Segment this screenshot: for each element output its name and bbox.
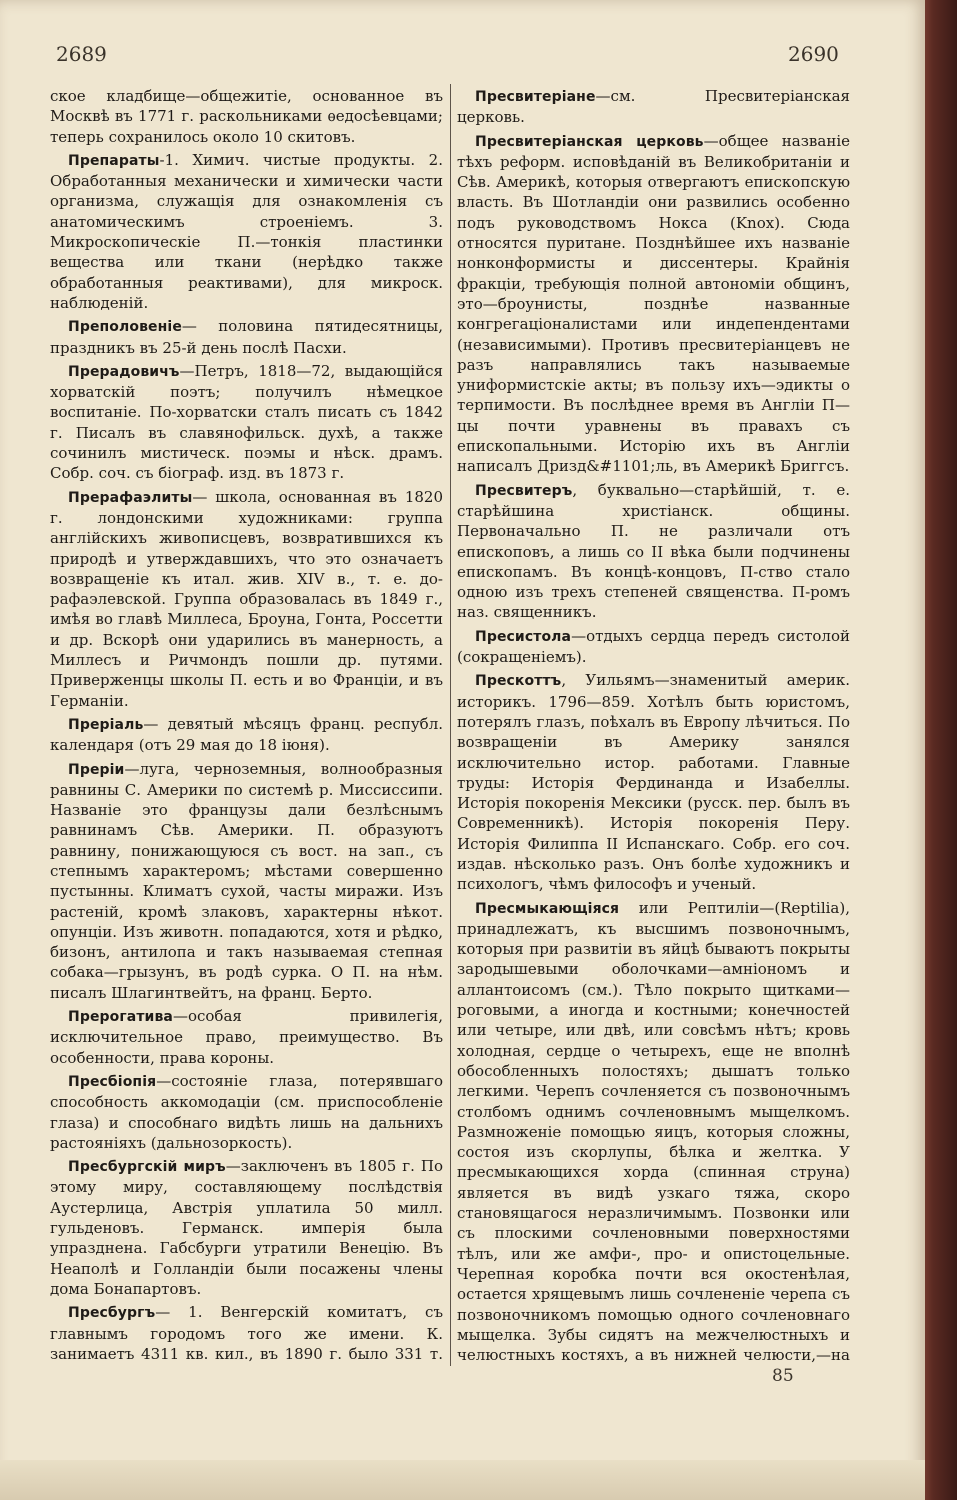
dictionary-entry — [457, 626, 850, 668]
dictionary-entry — [50, 1156, 443, 1299]
entry-text: —луга, черноземныя, волнообразныя равнины С. Америки по системѣ р. Миссиссипи. Названіе это французы дали безлѣснымъ равнинамъ Сѣв. Америки. П. образуютъ равнину, понижающуюся съ вост. на зап., съ степнымъ характеромъ; мѣстами совершенно пустынны. Климатъ сухой, часты миражи. Изъ растеній, кромѣ злаковъ, характерны нѣкот. опунціи. Изъ животн. попадаются, хотя и рѣдко, бизонъ, антилопа и такъ называемая степная собака—грызунъ, въ родѣ сурка. О П. на нѣм. писалъ Шлагинтвейтъ, на франц. Берто. — [50, 759, 443, 1002]
dictionary-entry — [457, 898, 850, 1364]
entry-headword: Пресбіопія — [68, 1073, 157, 1090]
right-column — [457, 86, 850, 1364]
dictionary-entry — [50, 487, 443, 711]
signature-mark: 85 — [772, 1366, 794, 1386]
entry-text: — половина пятидесятницы, праздникъ въ 25-й день послѣ Пасхи. — [50, 317, 443, 357]
dictionary-entry — [50, 1006, 443, 1068]
page-number-right: 2690 — [788, 42, 839, 66]
entry-headword: Пресмыкающіяся — [475, 900, 620, 917]
entry-text: —заключенъ въ 1805 г. По этому миру, составляющему послѣдствія Аустерлица, Австрія уплатила 50 милл. гульденовъ. Германск. имперія была упразднена. Габсбурги утратили Венецію. Въ Неаполѣ и Голландіи были посажены члены дома Бонапартовъ. — [50, 1157, 443, 1298]
entry-text: —Петръ, 1818—72, выдающійся хорватскій поэтъ; получилъ нѣмецкое воспитаніе. По-хорватски сталъ писать съ 1842 г. Писалъ въ славянофильск. духѣ, а также сочинилъ мистическ. поэмы и нѣск. драмъ. Собр. соч. съ біограф. изд. въ 1873 г. — [50, 361, 443, 483]
dictionary-entry — [50, 316, 443, 358]
dictionary-entry — [50, 759, 443, 1004]
entry-text: -1. Химич. чистые продукты. 2. Обработанныя механически и химически части организма, служащія для ознакомленія съ анатомическимъ строеніемъ. 3. Микроскопическіе П.—тонкія пластинки вещества или ткани (нерѣдко также обработанныя реактивами), для микроск. наблюденій. — [50, 150, 443, 312]
entry-text: — 1. Венгерскій комитатъ, съ главнымъ городомъ того же имени. К. занимаетъ 4311 кв. кил., въ 1890 г. было 331 т. — [50, 1303, 443, 1363]
entry-text: ское кладбище—общежитіе, основанное въ Москвѣ въ 1771 г. раскольниками ѳедосѣевцами; теперь сохранилось около 10 скитовъ. — [50, 87, 443, 146]
entry-text: — девятый мѣсяцъ франц. республ. календаря (отъ 29 мая до 18 іюня). — [50, 714, 443, 755]
entry-headword: Прерадовичъ — [68, 363, 180, 380]
entry-text: —общее названіе тѣхъ реформ. исповѣданій въ Великобританіи и Сѣв. Америкѣ, которыя отвергаютъ епископскую власть. Въ Шотландіи они развились особенно подъ руководствомъ Нокса (Knox). Сюда относятся пуритане. Позднѣйшее ихъ названіе нонконформисты и диссентеры. Крайнія фракціи, требующія полной автономіи общинъ, это—броунисты, позднѣе названные конгрегаціоналистами или индепендентами (независимыми). Противъ пресвитеріанцевъ не разъ направлялись такъ называемые униформистскіе акты; въ пользу ихъ—эдикты о терпимости. Въ послѣднее время въ Англіи П—цы почти уравнены въ правахъ съ епископальными. Исторію ихъ въ Англіи написалъ Дризд&#1101;ль, въ Америкѣ Бриггсъ. — [457, 131, 850, 476]
entry-text: —особая привилегія, исключительное право, преимущество. Въ особенности, права короны. — [50, 1007, 443, 1067]
entry-headword: Преполовеніе — [68, 319, 182, 336]
entry-headword: Прескоттъ — [475, 673, 562, 690]
dictionary-entry — [457, 480, 850, 623]
dictionary-entry — [50, 1302, 443, 1364]
dictionary-entry — [50, 86, 443, 147]
dictionary-entry — [50, 150, 443, 313]
entry-headword: Препараты — [68, 152, 160, 169]
dictionary-entry — [50, 1071, 443, 1153]
page-number-left: 2689 — [56, 42, 107, 66]
entry-headword: Преріи — [68, 761, 125, 778]
entry-text: или Рептиліи—(Reptilia), принадлежатъ, къ высшимъ позвоночнымъ, которыя при развитіи въ яйцѣ бываютъ покрыты зародышевыми оболочками—амніономъ и аллантоисомъ (см.). Тѣло покрыто щитками—роговыми, а иногда и костными; конечностей или четыре, или двѣ, или совсѣмъ нѣтъ; кровь холодная, сердце о четырехъ, еще не вполнѣ обособленныхъ полостяхъ; дышатъ только легкими. Черепъ сочленяется съ позвоночнымъ столбомъ однимъ сочленовнымъ мыщелкомъ. Размноженіе помощью яицъ, которыя сложны, состоя изъ скорлупы, бѣлка и желтка. У пресмыкающихся хорда (спинная струна) является въ видѣ узкаго тяжа, скоро становящагося неразличимымъ. Позвонки или съ плоскими сочленовными поверхностями тѣлъ, или же амфи-, про- и опистоцельные. Черепная коробка почти вся окостенѣлая, остается хрящевымъ лишь сочлененіе черепа съ позвоночникомъ помощью одного сочленовнаго мыщелка. Зубы сидятъ на межчелюстныхъ и челюстныхъ костяхъ, а въ нижней челюсти,—на — [457, 898, 850, 1364]
entry-headword: Пресбургъ — [68, 1305, 156, 1322]
entry-headword: Пресвитеръ — [475, 482, 573, 499]
entry-headword: Прерафаэлиты — [68, 489, 193, 506]
dictionary-entry — [50, 714, 443, 756]
entry-headword: Преріаль — [68, 716, 144, 733]
dictionary-entry — [457, 86, 850, 128]
entry-headword: Прерогатива — [68, 1009, 173, 1026]
entry-text: — школа, основанная въ 1820 г. лондонскими художниками: группа англійскихъ живописцевъ, возвратившихся къ природѣ и утверждавшихъ, что это означаетъ возвращеніе къ итал. жив. XIV в., т. е. до-рафаэлевской. Группа образовалась въ 1849 г., имѣя во главѣ Миллеса, Броуна, Гонта, Россетти и др. Вскорѣ они ударились въ манерность, а Миллесъ и Ричмондъ пошли др. путями. Приверженцы школы П. есть и во Франціи, и въ Германіи. — [50, 487, 443, 710]
dictionary-entry — [457, 670, 850, 894]
entry-headword: Пресбургскій миръ — [68, 1159, 226, 1176]
entry-text: —состояніе глаза, потерявшаго способность аккомодаціи (см. приспособленіе глаза) и способнаго видѣть лишь на дальнихъ растояніяхъ (дальнозоркость). — [50, 1071, 443, 1152]
entry-text: , буквально—старѣйшій, т. е. старѣйшина христіанск. общины. Первоначально П. не различали отъ епископовъ, а лишь со II вѣка были подчинены епископамъ. Въ концѣ-концовъ, П-ство стало одною изъ трехъ степеней священства. П-ромъ наз. священникъ. — [457, 480, 850, 622]
column-divider — [450, 84, 451, 1366]
dictionary-entry — [50, 361, 443, 484]
entry-headword: Пресистола — [475, 628, 572, 645]
entry-headword: Пресвитеріанская церковь — [475, 133, 704, 150]
page-bottom-edge — [0, 1460, 925, 1500]
entry-text: —отдыхъ сердца передъ систолой (сокращеніемъ). — [457, 626, 850, 667]
entry-text: , Уильямъ—знаменитый америк. историкъ. 1796—859. Хотѣлъ быть юристомъ, потерялъ глазъ, поѣхалъ въ Европу лѣчиться. По возвращеніи въ Америку занялся исключительно истор. работами. Главные труды: Исторія Фердинанда и Изабеллы. Исторія покоренія Мексики (русск. пер. былъ въ Современникѣ). Исторія покоренія Перу. Исторія Филиппа II Испанскаго. Собр. его соч. издав. нѣсколько разъ. Онъ болѣе художникъ и психологъ, чѣмъ философъ и ученый. — [457, 671, 850, 894]
entry-text: —см. Пресвитеріанская церковь. — [457, 87, 850, 127]
entry-headword: Пресвитеріане — [475, 89, 596, 105]
dictionary-entry — [457, 131, 850, 477]
left-column — [50, 86, 443, 1364]
